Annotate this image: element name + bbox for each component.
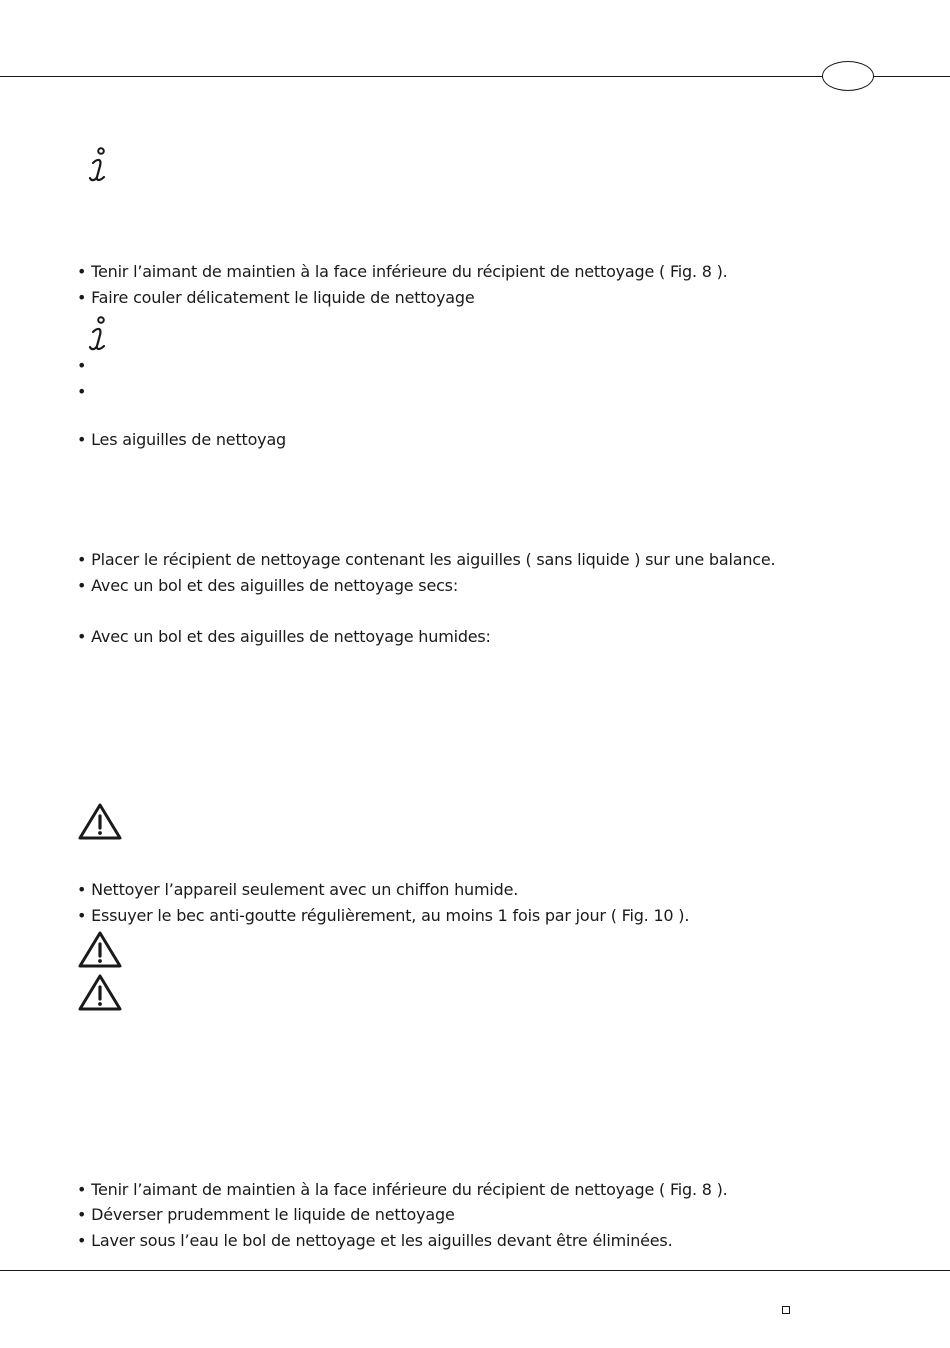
- list-item: • Faire couler délicatement le liquide de nettoyage: [77, 288, 475, 307]
- warning-icon: [78, 974, 122, 1012]
- info-icon: [88, 315, 110, 353]
- footer-rule: [0, 1270, 950, 1271]
- language-oval: [822, 61, 874, 91]
- list-item: • Tenir l’aimant de maintien à la face inférieure du récipient de nettoyage ( Fig. 8 ).: [77, 1180, 728, 1199]
- list-item: • Les aiguilles de nettoyag: [77, 430, 287, 449]
- header-rule: [0, 76, 950, 77]
- warning-icon: [78, 803, 122, 841]
- list-item: • Laver sous l’eau le bol de nettoyage et les aiguilles devant être éliminées.: [77, 1231, 673, 1250]
- list-item: • Tenir l’aimant de maintien à la face inférieure du récipient de nettoyage ( Fig. 8 ).: [77, 262, 728, 281]
- list-item: • Essuyer le bec anti-goutte régulièrement, au moins 1 fois par jour ( Fig. 10 ).: [77, 906, 690, 925]
- page-number-box: [782, 1306, 790, 1314]
- warning-icon: [78, 931, 122, 969]
- list-item: •: [77, 356, 87, 375]
- list-item: •: [77, 382, 87, 401]
- list-item: • Nettoyer l’appareil seulement avec un chiffon humide.: [77, 880, 519, 899]
- info-icon: [88, 146, 110, 184]
- list-item: • Avec un bol et des aiguilles de nettoyage secs:: [77, 576, 459, 595]
- list-item: • Déverser prudemment le liquide de nettoyage: [77, 1205, 455, 1224]
- list-item: • Placer le récipient de nettoyage contenant les aiguilles ( sans liquide ) sur une balance.: [77, 550, 776, 569]
- list-item: • Avec un bol et des aiguilles de nettoyage humides:: [77, 627, 491, 646]
